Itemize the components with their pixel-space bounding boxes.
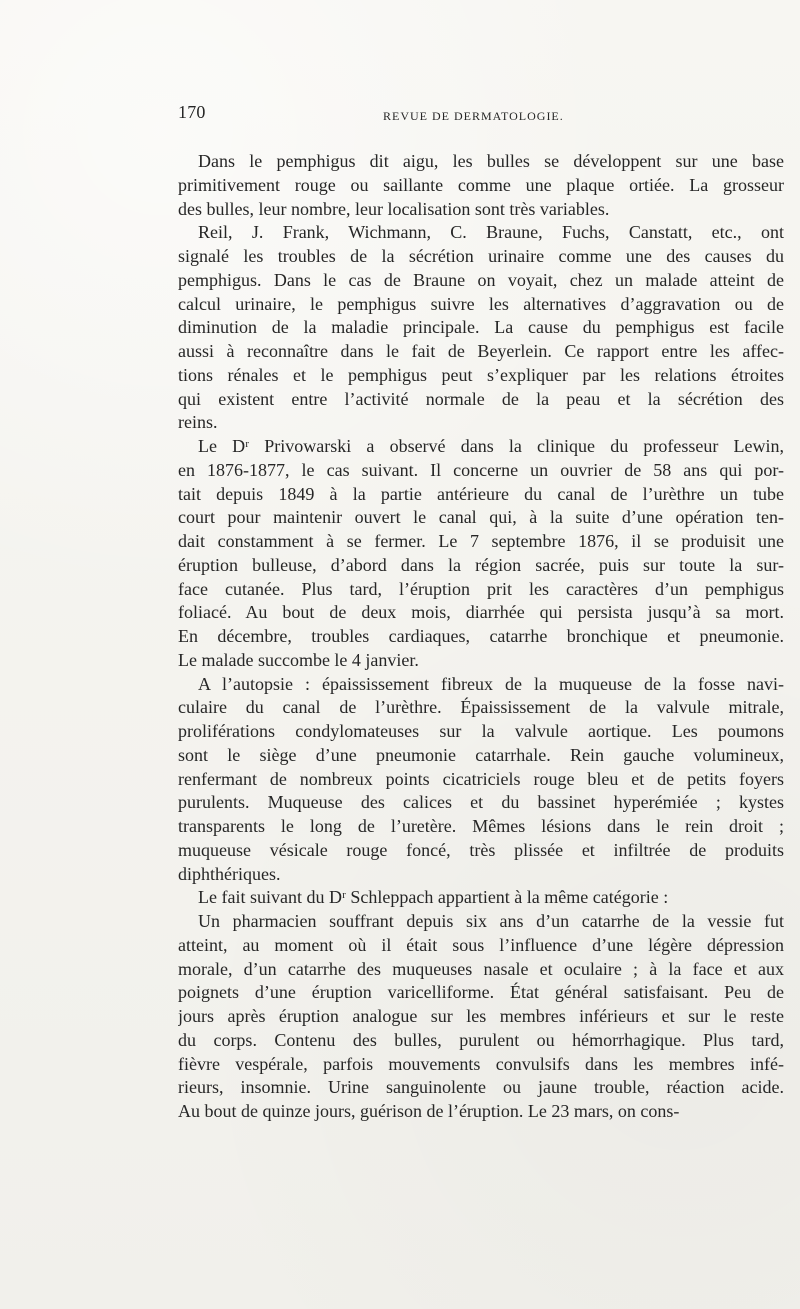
- text-line: sont le siège d’une pneumonie catarrhale. Rein gauche volumineux,: [178, 744, 784, 765]
- running-head: REVUE DE DERMATOLOGIE.: [383, 109, 564, 123]
- text-line: Reil, J. Frank, Wichmann, C. Braune, Fuchs, Canstatt, etc., ont: [198, 222, 784, 243]
- page-header: [178, 102, 586, 126]
- text-line: jours après éruption analogue sur les membres inférieurs et sur le reste: [178, 1006, 784, 1026]
- text-line: morale, d’un catarrhe des muqueuses nasale et oculaire ; à la face et aux: [178, 958, 784, 979]
- text-line: qui existent entre l’activité normale de la peau et la sécrétion des: [178, 388, 784, 409]
- text-line: foliacé. Au bout de deux mois, diarrhée qui persista jusqu’à sa mort.: [178, 602, 784, 623]
- text-line: transparents le long de l’uretère. Mêmes lésions dans le rein droit ;: [178, 816, 784, 836]
- text-line: primitivement rouge ou saillante comme une plaque ortiée. La grosseur: [178, 174, 784, 195]
- text-line: Le fait suivant du Dʳ Schleppach appartient à la même catégorie :: [198, 887, 669, 908]
- text-line: culaire du canal de l’urèthre. Épaississement de la valvule mitrale,: [178, 697, 784, 718]
- text-line: court pour maintenir ouvert le canal qui, à la suite d’une opération ten-: [178, 507, 784, 528]
- text-line: renfermant de nombreux points cicatriciels rouge bleu et de petits foyers: [178, 768, 784, 789]
- text-line: purulents. Muqueuse des calices et du bassinet hyperémiée ; kystes: [178, 792, 784, 813]
- text-line: calcul urinaire, le pemphigus suivre les alternatives d’aggravation ou de: [178, 293, 784, 314]
- text-line: poignets d’une éruption varicelliforme. État général satisfaisant. Peu de: [178, 982, 784, 1003]
- text-line: Au bout de quinze jours, guérison de l’éruption. Le 23 mars, on cons-: [178, 1101, 680, 1121]
- text-line: Le malade succombe le 4 janvier.: [178, 649, 419, 670]
- text-line: éruption bulleuse, d’abord dans la région sacrée, puis sur toute la sur-: [178, 554, 784, 575]
- text-line: Un pharmacien souffrant depuis six ans d’un catarrhe de la vessie fut: [198, 911, 784, 931]
- text-line: reins.: [178, 412, 218, 433]
- text-line: proliférations condylomateuses sur la valvule aortique. Les poumons: [178, 721, 784, 741]
- text-line: diphthériques.: [178, 863, 281, 884]
- page-number: 170: [178, 102, 206, 122]
- text-line: tions rénales et le pemphigus peut s’expliquer par les relations étroites: [178, 364, 784, 385]
- body-text: [178, 150, 784, 1124]
- text-line: du corps. Contenu des bulles, purulent ou hémorrhagique. Plus tard,: [178, 1029, 784, 1050]
- text-line: fièvre vespérale, parfois mouvements convulsifs dans les membres infé-: [178, 1053, 784, 1074]
- text-line: atteint, au moment où il était sous l’influence d’une légère dépression: [178, 934, 784, 955]
- text-line: signalé les troubles de la sécrétion urinaire comme une des causes du: [178, 246, 784, 266]
- text-line: A l’autopsie : épaississement fibreux de la muqueuse de la fosse navi-: [198, 673, 784, 694]
- text-line: Le Dʳ Privowarski a observé dans la clinique du professeur Lewin,: [198, 436, 784, 456]
- text-line: dait constamment à se fermer. Le 7 septembre 1876, il se produisit une: [178, 531, 784, 551]
- text-line: en 1876-1877, le cas suivant. Il concerne un ouvrier de 58 ans qui por-: [178, 459, 784, 480]
- text-line: rieurs, insomnie. Urine sanguinolente ou jaune trouble, réaction acide.: [178, 1077, 784, 1098]
- text-line: pemphigus. Dans le cas de Braune on voyait, chez un malade atteint de: [178, 269, 784, 290]
- text-line: muqueuse vésicale rouge foncé, très plissée et infiltrée de produits: [178, 839, 784, 860]
- text-line: Dans le pemphigus dit aigu, les bulles se développent sur une base: [198, 151, 784, 171]
- text-line: diminution de la maladie principale. La cause du pemphigus est facile: [178, 317, 784, 338]
- text-line: En décembre, troubles cardiaques, catarrhe bronchique et pneumonie.: [178, 626, 784, 646]
- text-line: face cutanée. Plus tard, l’éruption prit les caractères d’un pemphigus: [178, 578, 784, 599]
- text-line: des bulles, leur nombre, leur localisation sont très variables.: [178, 198, 610, 219]
- text-line: tait depuis 1849 à la partie antérieure du canal de l’urèthre un tube: [178, 483, 784, 504]
- text-line: aussi à reconnaître dans le fait de Beyerlein. Ce rapport entre les affec-: [178, 341, 784, 361]
